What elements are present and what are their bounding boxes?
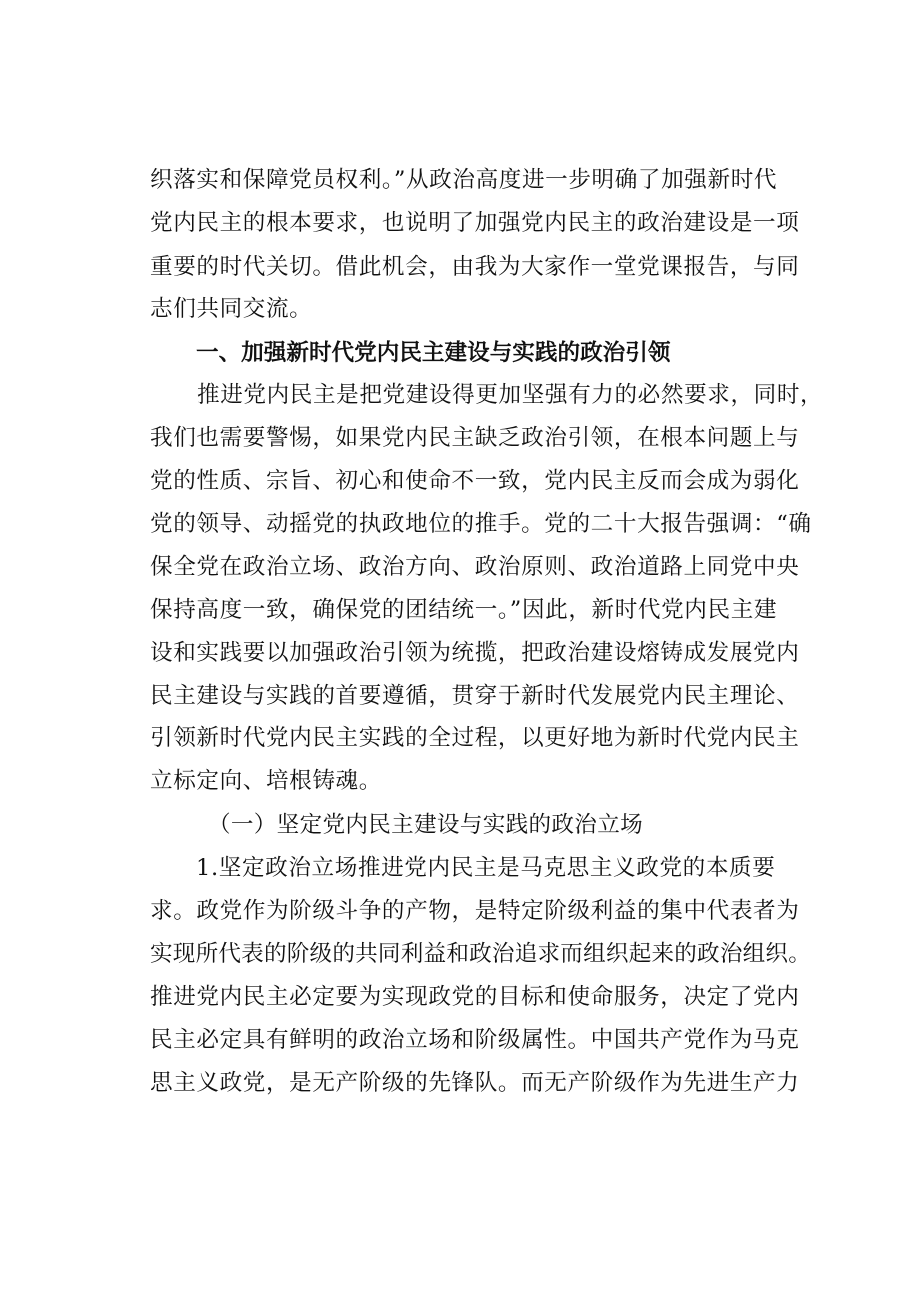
paragraph-line: 党内民主的根本要求，也说明了加强党内民主的政治建设是一项	[150, 210, 800, 236]
paragraph-line: 重要的时代关切。借此机会，由我为大家作一堂党课报告，与同	[150, 254, 800, 280]
paragraph-line: 设和实践要以加强政治引领为统揽，把政治建设熔铸成发展党内	[150, 640, 800, 666]
paragraph-line: 推进党内民主必定要为实现政党的目标和使命服务，决定了党内	[150, 984, 800, 1010]
paragraph-line: 思主义政党，是无产阶级的先锋队。而无产阶级作为先进生产力	[150, 1070, 800, 1096]
paragraph-line: 党的性质、宗旨、初心和使命不一致，党内民主反而会成为弱化	[150, 468, 800, 494]
paragraph-line: 志们共同交流。	[150, 296, 313, 322]
paragraph-line: 保全党在政治立场、政治方向、政治原则、政治道路上同党中央	[150, 554, 800, 580]
paragraph-line: 民主建设与实践的首要遵循，贯穿于新时代发展党内民主理论、	[150, 683, 800, 709]
paragraph-line: 保持高度一致，确保党的团结统一。”因此，新时代党内民主建	[150, 597, 778, 623]
paragraph-line: 引领新时代党内民主实践的全过程，以更好地为新时代党内民主	[150, 725, 800, 751]
paragraph-line: 党的领导、动摇党的执政地位的推手。党的二十大报告强调：“确	[150, 511, 812, 537]
subsection-heading: （一）坚定党内民主建设与实践的政治立场	[208, 812, 643, 838]
paragraph-line: 立标定向、培根铸魂。	[150, 768, 382, 794]
paragraph-line: 民主必定具有鲜明的政治立场和阶级属性。中国共产党作为马克	[150, 1027, 800, 1053]
paragraph-line: 求。政党作为阶级斗争的产物，是特定阶级利益的集中代表者为	[150, 898, 800, 924]
paragraph-line: 我们也需要警惕，如果党内民主缺乏政治引领，在根本问题上与	[150, 425, 800, 451]
section-heading: 一、加强新时代党内民主建设与实践的政治引领	[196, 340, 671, 366]
paragraph-line: 1.坚定政治立场推进党内民主是马克思主义政党的本质要	[196, 855, 776, 881]
paragraph-line: 推进党内民主是把党建设得更加坚强有力的必然要求，同时，	[197, 382, 824, 408]
paragraph-line: 实现所代表的阶级的共同利益和政治追求而组织起来的政治组织。	[150, 941, 812, 967]
paragraph-line: 织落实和保障党员权利。”从政治高度进一步明确了加强新时代	[150, 167, 778, 193]
